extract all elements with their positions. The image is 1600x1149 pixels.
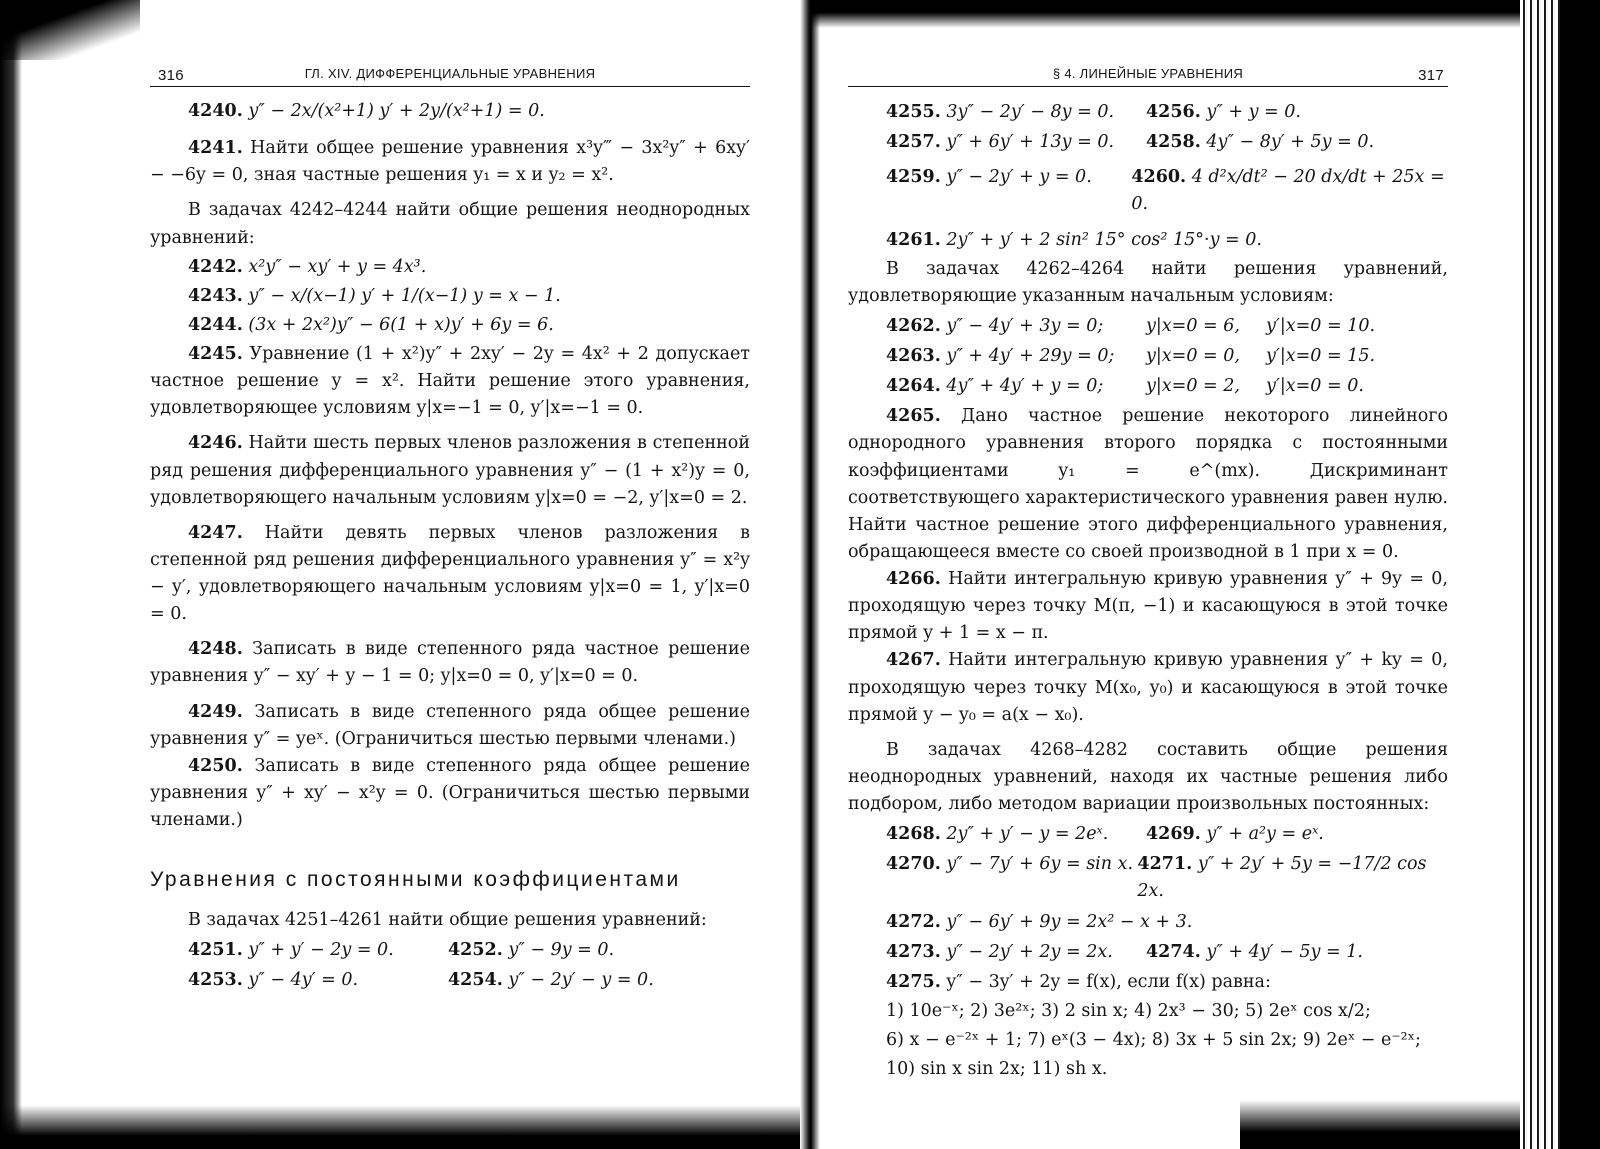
problem-4275-cases-2: 6) x − e⁻²ˣ + 1; 7) eˣ(3 − 4x); 8) 3x + 5 sin 2x; 9) 2eˣ − e⁻²ˣ; [886,1030,1421,1050]
page-number: 317 [1418,67,1444,84]
problem-4241: 4241. Найти общее решение уравнения x³y‴ − 3x²y″ + 6xy′ − −6y = 0, зная частные решения y₁ = x и y₂ = x². [150,138,750,186]
problem-4263: 4263. y″ + 4y′ + 29y = 0; y|x=0 = 0, y′|x=0 = 15. [886,346,1376,366]
intro-4262: В задачах 4262–4264 найти решения уравнений, удовлетворяющие указанным начальным условиям: [848,258,1448,306]
problem-4267: 4267. Найти интегральную кривую уравнения y″ + ky = 0, проходящую через точку M(x₀, y₀) и касающуюся в этой точке прямой y − y₀ = a(x − x₀). [848,650,1448,725]
right-running-head [848,60,1448,87]
problem-4274: 4274. y″ + 4y′ − 5y = 1. [1146,941,1363,962]
problems-4268-4269 [848,821,1448,848]
intro-4251: В задачах 4251–4261 найти общие решения уравнений: [188,909,707,930]
section-heading: Уравнения с постоянными коэффициентами [150,868,681,892]
problem-4242: 4242. x²y″ − xy′ + y = 4x³. [188,256,427,277]
problem-4268: 4268. 2y″ + y′ − y = 2eˣ. [886,824,1109,845]
problem-4261: 4261. 2y″ + y′ + 2 sin² 15° cos² 15°·y = 0. [886,229,1262,250]
problem-4252: 4252. y″ − 9y = 0. [448,939,615,960]
scan-shadow-right [1560,0,1600,1149]
scan-shadow-top-left [0,0,140,60]
problem-4270: 4270. y″ − 7y′ + 6y = sin x. [886,854,1134,875]
problem-4250: 4250. Записать в виде степенного ряда общее решение уравнения y″ + xy′ − x²y = 0. (Ограничиться шестью первыми членами.) [150,755,750,830]
problem-4269: 4269. y″ + a²y = eˣ. [1146,824,1324,845]
running-title: § 4. ЛИНЕЙНЫЕ УРАВНЕНИЯ [1052,66,1244,81]
problem-4275: 4275. y″ − 3y′ + 2y = f(x), если f(x) равна: [886,971,1271,992]
problem-4248: 4248. Записать в виде степенного ряда частное решение уравнения y″ − xy′ + y − 1 = 0; y|x=0 = 0, y′|x=0 = 0. [150,639,750,687]
running-title: ГЛ. XIV. ДИФФЕРЕНЦИАЛЬНЫЕ УРАВНЕНИЯ [304,66,596,81]
problem-4256: 4256. y″ + y = 0. [1146,102,1301,122]
problem-4259: 4259. y″ − 2y′ + y = 0. [886,167,1092,188]
problems-4259-4260 [848,164,1448,218]
problem-4257: 4257. y″ + 6y′ + 13y = 0. [886,132,1115,153]
problem-4249: 4249. Записать в виде степенного ряда общее решение уравнения y″ = yeˣ. (Ограничиться шестью первыми членами.) [150,701,750,749]
problems-4255-4256 [848,99,1448,126]
right-page [848,0,1448,1149]
left-running-head [150,60,750,87]
problem-4244: 4244. (3x + 2x²)y″ − 6(1 + x)y′ + 6y = 6. [188,314,554,335]
problems-4253-4254 [150,967,750,994]
problem-4264: 4264. 4y″ + 4y′ + y = 0; y|x=0 = 2, y′|x=0 = 0. [886,376,1364,397]
problem-4275-cases-3: 10) sin x sin 2x; 11) sh x. [886,1059,1108,1080]
problem-4273: 4273. y″ − 2y′ + 2y = 2x. [886,941,1113,962]
right-content [848,96,1448,1085]
scan-shadow-left [0,0,22,1149]
problem-4271: 4271. y″ + 2y′ + 5y = −17/2 cos 2x. [1137,854,1427,902]
problem-4262: 4262. y″ − 4y′ + 3y = 0; y|x=0 = 6, y′|x=0 = 10. [886,315,1376,336]
problems-4273-4274 [848,939,1448,966]
problems-4251-4252 [150,937,750,964]
problem-4240: 4240. y″ − 2x/(x²+1) y′ + 2y/(x²+1) = 0. [188,101,545,121]
problem-4260: 4260. 4 d²x/dt² − 20 dx/dt + 25x = 0. [1131,167,1445,215]
problems-4257-4258 [848,129,1448,156]
page-number: 316 [158,67,184,84]
problem-4251: 4251. y″ + y′ − 2y = 0. [188,939,394,960]
left-page [150,0,750,1149]
problem-4245: 4245. Уравнение (1 + x²)y″ + 2xy′ − 2y = 4x² + 2 допускает частное решение y = x². Найти решение этого уравнения, удовлетворяющее условиям y|x=−1 = 0, y′|x=−1 = 0. [150,344,750,419]
problem-4266: 4266. Найти интегральную кривую уравнения y″ + 9y = 0, проходящую через точку M(π, −1) и касающуюся в этой точке прямой y + 1 = x − π. [848,569,1448,644]
problem-4247: 4247. Найти девять первых членов разложения в степенной ряд решения дифференциального уравнения y″ = x²y − y′, удовлетворяющего начальным условиям y|x=0 = 1, y′|x=0 = 0. [150,522,750,625]
problem-4255: 4255. 3y″ − 2y′ − 8y = 0. [886,102,1115,122]
problem-4243: 4243. y″ − x/(x−1) y′ + 1/(x−1) y = x − 1. [188,285,561,306]
problem-4275-cases-1: 1) 10e⁻ˣ; 2) 3e²ˣ; 3) 2 sin x; 4) 2x³ − 30; 5) 2eˣ cos x/2; [886,1000,1371,1021]
left-content [150,96,750,997]
intro-4268: В задачах 4268–4282 составить общие решения неоднородных уравнений, находя их частные решения либо подбором, либо методом вариации произвольных постоянных: [848,739,1448,814]
problem-4253: 4253. y″ − 4y′ = 0. [188,969,359,990]
problems-4270-4271 [848,851,1448,905]
book-gutter [800,0,820,1149]
problem-4265: 4265. Дано частное решение некоторого линейного однородного уравнения второго порядка с постоянными коэффициентами y₁ = e^(mx). Дискриминант соответствующего характеристического уравнения равен нулю. Найти частное решение этого дифференциального уравнения, обращающееся вместе со своей производной в 1 при x = 0. [848,406,1448,562]
problem-4246: 4246. Найти шесть первых членов разложения в степенной ряд решения дифференциального уравнения y″ − (1 + x²)y = 0, удовлетворяющего начальным условиям y|x=0 = −2, y′|x=0 = 2. [150,433,750,508]
problem-4254: 4254. y″ − 2y′ − y = 0. [448,969,654,990]
problem-4258: 4258. 4y″ − 8y′ + 5y = 0. [1146,132,1375,153]
problem-4272: 4272. y″ − 6y′ + 9y = 2x² − x + 3. [886,911,1193,932]
intro-4242: В задачах 4242–4244 найти общие решения неоднородных уравнений: [150,200,750,248]
